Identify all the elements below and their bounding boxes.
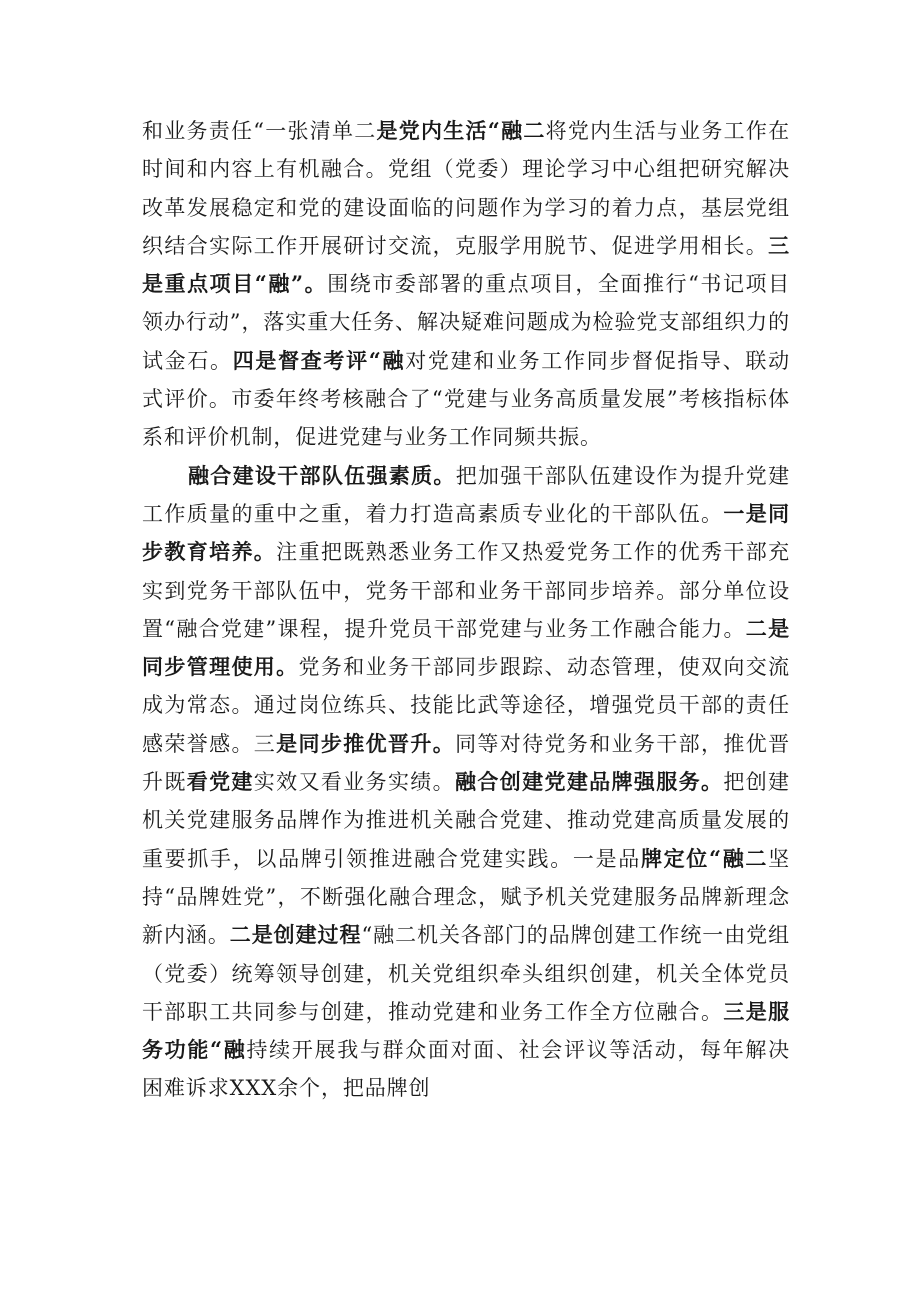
text-run: 把加强干部队伍建设作为提升党建工作质量的重中之重，着力打造高素质专业化的干部队伍。 xyxy=(142,463,790,526)
text-run: 把创建机关党建服务品牌作为推进机关融合党建、推动党建高质量发展的重要抓手，以品牌引领推进融合党建实践。一是品 xyxy=(142,770,790,871)
text-run: 坚持“品牌姓党”，不断强化融合理念，赋予机关党建服务品牌新理念新内涵。 xyxy=(142,846,790,948)
paragraph-party-life-integration xyxy=(142,112,790,457)
section-heading: 融合创建党建品牌强服务。 xyxy=(455,769,724,795)
bold-heading: 二是创建过程 xyxy=(229,922,362,948)
text-run: 同等对待党务和业务干部，推优晋升既 xyxy=(142,731,791,795)
bold-heading: 四是督查考评“融 xyxy=(232,347,406,373)
text-run: 持续开展我与群众面对面、社会评议等活动，每年解决困难诉求XXX余个，把品牌创 xyxy=(142,1038,790,1101)
text-run: 实效又看业务实绩。 xyxy=(253,770,456,795)
text-run: 围绕市委部署的重点项目，全面推行“书记项目领办行动”，落实重大任务、解决疑难问题成为检验党支部组织力的试金石。 xyxy=(142,272,790,373)
bold-phrase: 看党建 xyxy=(186,769,254,795)
text-run: “融二机关各部门的品牌创建工作统一由党组（党委）统筹领导创建，机关党组织牵头组织创建，机关全体党员干部职工共同参与创建，推动党建和业务工作全方位融合。 xyxy=(142,923,791,1024)
bold-heading: 二是同步管理使用。 xyxy=(142,615,790,680)
section-heading: 融合建设干部队伍强素质。 xyxy=(188,462,456,488)
bold-heading: 三是服务功能“融 xyxy=(142,998,790,1063)
bold-heading: 是同步推优晋升。 xyxy=(276,730,456,756)
text-run: 对党建和业务工作同步督促指导、联动式评价。市委年终考核融合了“党建与业务高质量发展”考核指标体系和评价机制，促进党建与业务工作同频共振。 xyxy=(142,348,790,450)
text-run: 和业务责任“一张清单二 xyxy=(142,119,377,143)
text-run: 将党内生活与业务工作在时间和内容上有机融合。党组（党委）理论学习中心组把研究解决改革发展稳定和党的建设面临的问题作为学习的着力点，基层党组织结合实际工作开展研讨交流，克服学用脱节、促进学用相长。 xyxy=(142,119,791,258)
bold-heading: 三是重点项目“融”。 xyxy=(142,232,790,297)
paragraph-cadre-team-building xyxy=(142,457,790,1108)
bold-heading: 牌定位“融二 xyxy=(640,845,769,871)
bold-heading: 是党内生活“融二 xyxy=(376,118,546,143)
bold-heading: 一是同步教育培养。 xyxy=(142,500,790,565)
text-run: 党务和业务干部同步跟踪、动态管理，使双向交流成为常态。通过岗位练兵、技能比武等途径，增强党员干部的责任感荣誉感。三 xyxy=(142,655,790,756)
text-run: 注重把既熟悉业务工作又热爱党务工作的优秀干部充实到党务干部队伍中，党务干部和业务干部同步培养。部分单位设置“融合党建”课程，提升党员干部党建与业务工作融合能力。 xyxy=(142,540,790,641)
